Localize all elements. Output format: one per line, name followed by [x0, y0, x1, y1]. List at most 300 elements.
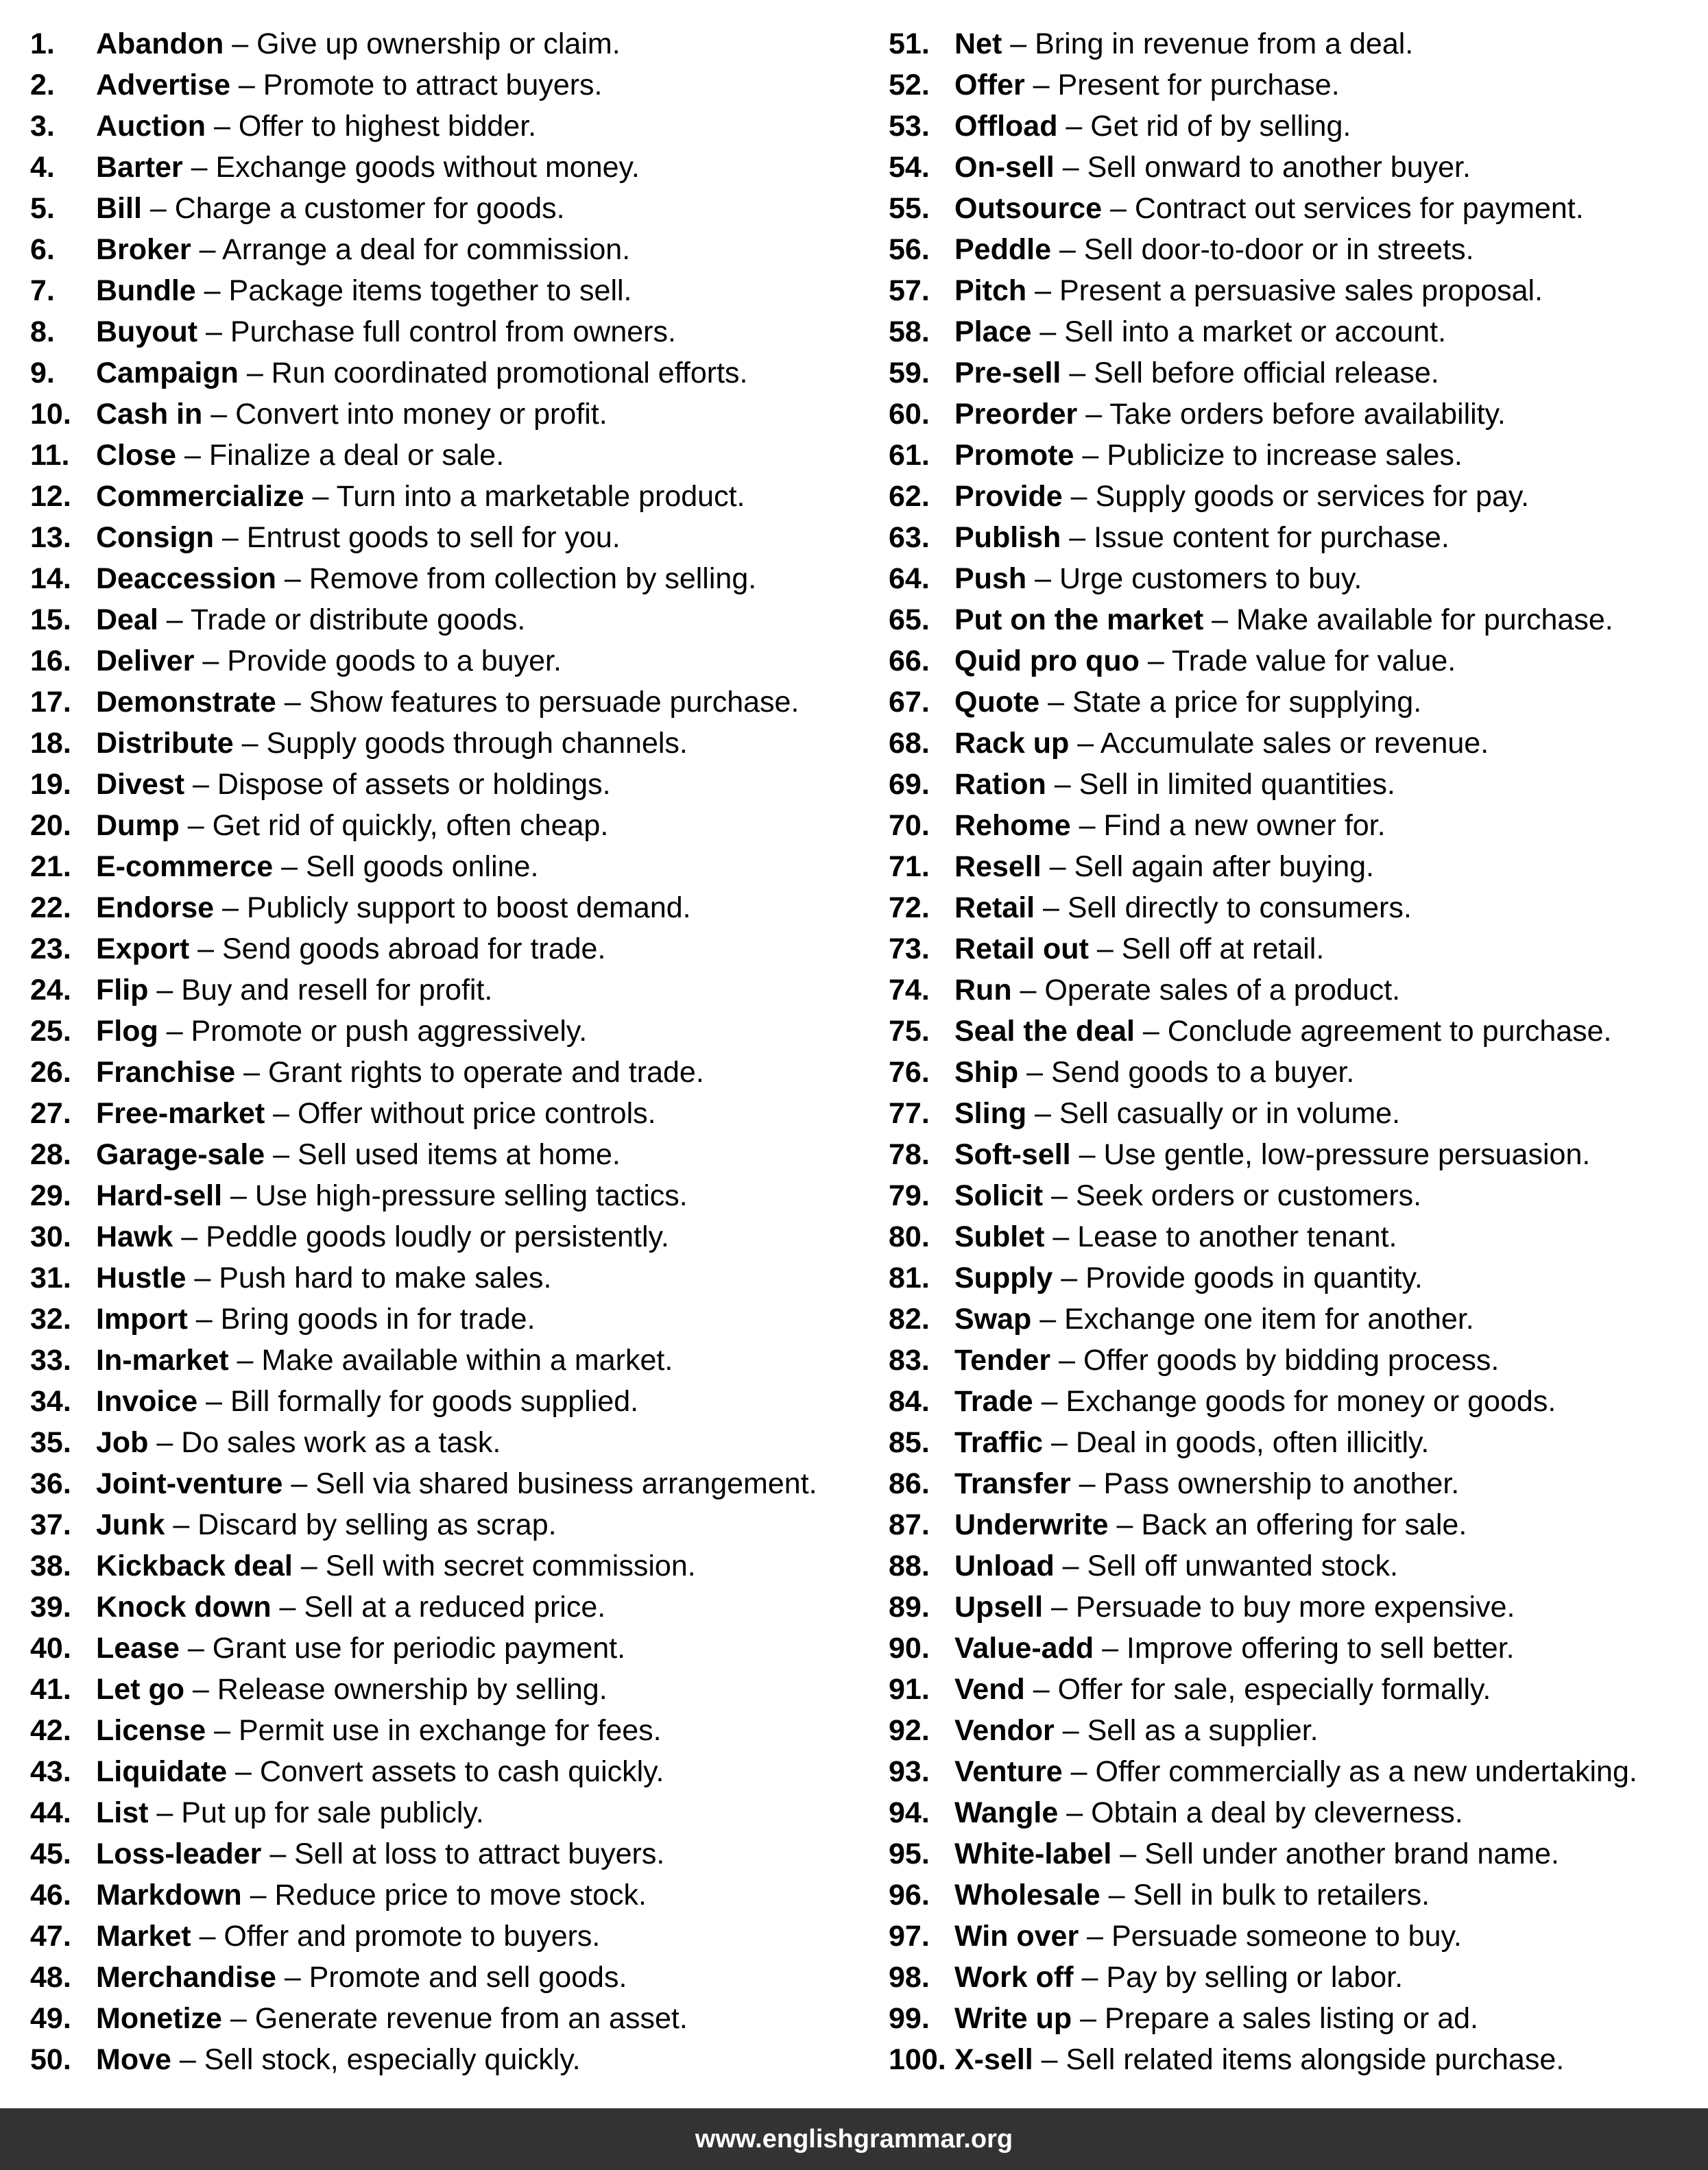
list-item [889, 1216, 1637, 1257]
item-definition: – Sell onward to another buyer. [1054, 151, 1471, 184]
item-number: 50. [30, 2043, 71, 2076]
item-number: 44. [30, 1796, 71, 1829]
list-item [30, 887, 817, 928]
item-definition: – Conclude agreement to purchase. [1134, 1015, 1612, 1048]
item-number: 92. [889, 1714, 930, 1747]
item-definition: – Grant use for periodic payment. [179, 1632, 626, 1665]
item-number: 79. [889, 1179, 930, 1212]
item-number: 37. [30, 1508, 71, 1541]
item-definition: – Do sales work as a task. [148, 1426, 501, 1459]
item-word: Junk [96, 1508, 165, 1541]
item-word: Dump [96, 809, 180, 842]
item-definition: – Sell off at retail. [1088, 932, 1325, 965]
item-word: Free-market [96, 1097, 265, 1130]
item-definition: – Grant rights to operate and trade. [235, 1056, 704, 1089]
item-word: Place [954, 315, 1032, 348]
list-item [30, 1381, 817, 1422]
list-item [889, 640, 1637, 682]
list-item [30, 188, 817, 229]
item-definition: – Dispose of assets or holdings. [184, 768, 611, 801]
list-item [30, 23, 817, 64]
list-item [889, 1833, 1637, 1874]
item-word: Pre-sell [954, 357, 1061, 389]
list-item [30, 846, 817, 887]
item-word: Wangle [954, 1796, 1059, 1829]
item-definition: – Promote or push aggressively. [158, 1015, 588, 1048]
item-definition: – Purchase full control from owners. [197, 315, 676, 348]
item-definition: – Back an offering for sale. [1108, 1508, 1467, 1541]
item-number: 48. [30, 1961, 71, 1994]
item-number: 27. [30, 1097, 71, 1130]
item-number: 98. [889, 1961, 930, 1994]
item-word: Vend [954, 1673, 1025, 1706]
item-word: Run [954, 974, 1012, 1006]
item-definition: – Bill formally for goods supplied. [197, 1385, 639, 1418]
item-number: 21. [30, 850, 71, 883]
item-number: 32. [30, 1303, 71, 1336]
footer-url: www.englishgrammar.org [695, 2125, 1013, 2154]
item-number: 55. [889, 192, 930, 225]
item-word: Barter [96, 151, 183, 184]
item-definition: – Convert into money or profit. [202, 398, 608, 431]
list-item [30, 1833, 817, 1874]
list-item [30, 805, 817, 846]
list-item [889, 476, 1637, 517]
list-item [30, 1134, 817, 1175]
item-number: 26. [30, 1056, 71, 1089]
item-number: 17. [30, 686, 71, 719]
item-number: 78. [889, 1138, 930, 1171]
item-definition: – Sell at loss to attract buyers. [261, 1837, 665, 1870]
item-number: 96. [889, 1879, 930, 1912]
item-definition: – Sell related items alongside purchase. [1033, 2043, 1565, 2076]
item-definition: – Provide goods in quantity. [1053, 1262, 1423, 1294]
item-definition: – Sell directly to consumers. [1035, 891, 1412, 924]
list-item [889, 23, 1637, 64]
item-number: 90. [889, 1632, 930, 1665]
item-word: Joint-venture [96, 1467, 283, 1500]
item-definition: – Seek orders or customers. [1043, 1179, 1422, 1212]
item-number: 5. [30, 192, 55, 225]
item-number: 14. [30, 562, 71, 595]
item-word: Consign [96, 521, 214, 554]
item-word: Endorse [96, 891, 215, 924]
list-item [889, 270, 1637, 311]
item-word: Rack up [954, 727, 1070, 760]
list-item [889, 1874, 1637, 1916]
item-definition: – Arrange a deal for commission. [191, 233, 631, 266]
item-definition: – Improve offering to sell better. [1094, 1632, 1515, 1665]
list-item [30, 1751, 817, 1792]
item-word: E-commerce [96, 850, 274, 883]
item-number: 6. [30, 233, 55, 266]
item-definition: – Sell used items at home. [265, 1138, 621, 1171]
item-definition: – Provide goods to a buyer. [194, 644, 562, 677]
list-item [889, 887, 1637, 928]
item-definition: – Push hard to make sales. [186, 1262, 552, 1294]
item-number: 81. [889, 1262, 930, 1294]
item-definition: – Sell at a reduced price. [271, 1591, 606, 1624]
item-definition: – Take orders before availability. [1077, 398, 1506, 431]
item-number: 25. [30, 1015, 71, 1048]
item-word: Publish [954, 521, 1061, 554]
item-number: 51. [889, 27, 930, 60]
item-word: Export [96, 932, 190, 965]
item-definition: – Obtain a deal by cleverness. [1058, 1796, 1463, 1829]
item-definition: – Permit use in exchange for fees. [206, 1714, 662, 1747]
item-definition: – Sell in limited quantities. [1046, 768, 1395, 801]
item-word: Hawk [96, 1220, 173, 1253]
item-word: Commercialize [96, 480, 304, 513]
item-number: 64. [889, 562, 930, 595]
item-number: 71. [889, 850, 930, 883]
item-word: Write up [954, 2002, 1072, 2035]
item-number: 80. [889, 1220, 930, 1253]
item-word: List [96, 1796, 149, 1829]
list-item [889, 928, 1637, 969]
item-number: 45. [30, 1837, 71, 1870]
item-number: 66. [889, 644, 930, 677]
item-definition: – Send goods to a buyer. [1018, 1056, 1355, 1089]
item-definition: – Publicize to increase sales. [1074, 439, 1463, 472]
list-item [889, 1957, 1637, 1998]
item-word: Let go [96, 1673, 184, 1706]
item-definition: – Sell into a market or account. [1031, 315, 1447, 348]
item-word: Push [954, 562, 1027, 595]
item-word: Abandon [96, 27, 224, 60]
item-number: 19. [30, 768, 71, 801]
item-word: Broker [96, 233, 191, 266]
item-number: 97. [889, 1920, 930, 1953]
list-item [30, 229, 817, 270]
list-item [30, 1011, 817, 1052]
item-number: 7. [30, 274, 55, 307]
item-definition: – Put up for sale publicly. [148, 1796, 484, 1829]
item-definition: – Bring in revenue from a deal. [1002, 27, 1414, 60]
item-word: Demonstrate [96, 686, 276, 719]
list-item [889, 1628, 1637, 1669]
item-number: 74. [889, 974, 930, 1006]
item-definition: – Sell door-to-door or in streets. [1051, 233, 1474, 266]
item-word: Work off [954, 1961, 1074, 1994]
item-number: 94. [889, 1796, 930, 1829]
item-word: Swap [954, 1303, 1032, 1336]
list-item [30, 2039, 817, 2080]
list-item [30, 682, 817, 723]
item-number: 28. [30, 1138, 71, 1171]
item-word: Net [954, 27, 1002, 60]
item-definition: – Offer to highest bidder. [206, 110, 537, 143]
list-item [30, 1916, 817, 1957]
item-number: 53. [889, 110, 930, 143]
list-item [30, 1052, 817, 1093]
item-word: Advertise [96, 69, 230, 101]
item-definition: – Persuade to buy more expensive. [1043, 1591, 1515, 1624]
item-number: 68. [889, 727, 930, 760]
item-word: Supply [954, 1262, 1053, 1294]
item-word: Provide [954, 480, 1063, 513]
list-item [30, 1628, 817, 1669]
item-number: 58. [889, 315, 930, 348]
list-item [889, 805, 1637, 846]
item-number: 33. [30, 1344, 71, 1377]
item-definition: – Reduce price to move stock. [241, 1879, 647, 1912]
list-item [30, 1874, 817, 1916]
item-number: 65. [889, 603, 930, 636]
item-word: X-sell [954, 2043, 1033, 2076]
item-definition: – Discard by selling as scrap. [165, 1508, 557, 1541]
item-word: Peddle [954, 233, 1051, 266]
item-word: Pitch [954, 274, 1027, 307]
item-definition: – Sell casually or in volume. [1026, 1097, 1401, 1130]
list-item [889, 1792, 1637, 1833]
item-number: 60. [889, 398, 930, 431]
list-item [30, 969, 817, 1011]
item-number: 29. [30, 1179, 71, 1212]
item-word: Merchandise [96, 1961, 276, 1994]
item-word: Loss-leader [96, 1837, 262, 1870]
item-number: 86. [889, 1467, 930, 1500]
list-item [889, 1463, 1637, 1504]
item-definition: – Find a new owner for. [1070, 809, 1386, 842]
item-definition: – Exchange goods for money or goods. [1033, 1385, 1556, 1418]
item-word: In-market [96, 1344, 229, 1377]
item-word: Trade [954, 1385, 1033, 1418]
list-item [889, 1751, 1637, 1792]
item-word: Buyout [96, 315, 198, 348]
list-item [889, 764, 1637, 805]
item-word: Quote [954, 686, 1040, 719]
item-word: Move [96, 2043, 171, 2076]
list-item [889, 846, 1637, 887]
list-item [889, 1710, 1637, 1751]
item-number: 16. [30, 644, 71, 677]
item-word: Auction [96, 110, 206, 143]
item-word: Franchise [96, 1056, 236, 1089]
item-definition: – Make available within a market. [228, 1344, 673, 1377]
item-word: Job [96, 1426, 149, 1459]
item-definition: – Finalize a deal or sale. [176, 439, 505, 472]
item-number: 69. [889, 768, 930, 801]
item-word: Kickback deal [96, 1550, 293, 1582]
item-number: 82. [889, 1303, 930, 1336]
list-item [889, 188, 1637, 229]
item-word: Distribute [96, 727, 234, 760]
item-word: Quid pro quo [954, 644, 1140, 677]
list-item [30, 64, 817, 106]
item-number: 47. [30, 1920, 71, 1953]
item-number: 87. [889, 1508, 930, 1541]
item-word: Market [96, 1920, 191, 1953]
item-definition: – Trade value for value. [1139, 644, 1456, 677]
item-word: Hard-sell [96, 1179, 223, 1212]
item-definition: – Offer and promote to buyers. [191, 1920, 601, 1953]
list-item [30, 1093, 817, 1134]
list-item [30, 1545, 817, 1587]
item-word: Flip [96, 974, 149, 1006]
item-definition: – Trade or distribute goods. [158, 603, 526, 636]
list-item [30, 1504, 817, 1545]
item-word: Garage-sale [96, 1138, 265, 1171]
item-number: 20. [30, 809, 71, 842]
list-item [30, 640, 817, 682]
list-item [30, 1340, 817, 1381]
item-definition: – Accumulate sales or revenue. [1069, 727, 1489, 760]
item-word: Bundle [96, 274, 196, 307]
list-item [889, 1504, 1637, 1545]
item-definition: – Buy and resell for profit. [148, 974, 493, 1006]
item-word: Wholesale [954, 1879, 1100, 1912]
item-definition: – Convert assets to cash quickly. [227, 1755, 664, 1788]
item-definition: – Use high-pressure selling tactics. [222, 1179, 688, 1212]
item-number: 59. [889, 357, 930, 389]
item-definition: – Package items together to sell. [195, 274, 632, 307]
item-definition: – Give up ownership or claim. [224, 27, 621, 60]
item-definition: – Offer without price controls. [265, 1097, 656, 1130]
list-item [889, 1175, 1637, 1216]
item-definition: – Sell via shared business arrangement. [282, 1467, 817, 1500]
item-number: 93. [889, 1755, 930, 1788]
item-number: 54. [889, 151, 930, 184]
item-definition: – Use gentle, low-pressure persuasion. [1070, 1138, 1591, 1171]
item-word: Retail out [954, 932, 1089, 965]
item-word: Venture [954, 1755, 1063, 1788]
item-number: 56. [889, 233, 930, 266]
list-item [30, 394, 817, 435]
footer-bar [0, 2108, 1708, 2170]
list-item [30, 928, 817, 969]
list-item [889, 1422, 1637, 1463]
item-word: Monetize [96, 2002, 222, 2035]
item-number: 42. [30, 1714, 71, 1747]
item-definition: – Persuade someone to buy. [1079, 1920, 1462, 1953]
item-word: Tender [954, 1344, 1051, 1377]
list-item [889, 2039, 1637, 2080]
item-definition: – Pass ownership to another. [1070, 1467, 1460, 1500]
item-definition: – Sell before official release. [1061, 357, 1439, 389]
item-word: Resell [954, 850, 1042, 883]
list-item [889, 1093, 1637, 1134]
item-definition: – Sell with secret commission. [292, 1550, 696, 1582]
item-number: 39. [30, 1591, 71, 1624]
item-word: Rehome [954, 809, 1071, 842]
item-word: Ship [954, 1056, 1019, 1089]
item-number: 35. [30, 1426, 71, 1459]
item-word: Seal the deal [954, 1015, 1135, 1048]
list-item [889, 1257, 1637, 1299]
item-definition: – Get rid of quickly, often cheap. [179, 809, 609, 842]
item-word: License [96, 1714, 206, 1747]
list-item [30, 517, 817, 558]
item-definition: – Release ownership by selling. [184, 1673, 608, 1706]
item-definition: – Sell under another brand name. [1111, 1837, 1559, 1870]
item-word: Solicit [954, 1179, 1044, 1212]
item-definition: – Offer commercially as a new undertaking. [1062, 1755, 1637, 1788]
list-item [889, 352, 1637, 394]
item-number: 38. [30, 1550, 71, 1582]
item-definition: – Entrust goods to sell for you. [213, 521, 621, 554]
item-definition: – Sell again after buying. [1041, 850, 1374, 883]
item-word: Bill [96, 192, 142, 225]
item-number: 70. [889, 809, 930, 842]
list-item [30, 1710, 817, 1751]
list-item [30, 1216, 817, 1257]
item-number: 83. [889, 1344, 930, 1377]
item-definition: – Present for purchase. [1024, 69, 1340, 101]
item-word: Retail [954, 891, 1035, 924]
item-number: 84. [889, 1385, 930, 1418]
item-word: Sublet [954, 1220, 1045, 1253]
item-definition: – Supply goods or services for pay. [1062, 480, 1530, 513]
item-word: White-label [954, 1837, 1112, 1870]
list-item [889, 1545, 1637, 1587]
list-item [889, 682, 1637, 723]
item-word: Lease [96, 1632, 180, 1665]
item-definition: – Deal in goods, often illicitly. [1043, 1426, 1430, 1459]
item-word: Underwrite [954, 1508, 1109, 1541]
item-word: Offload [954, 110, 1058, 143]
list-item [889, 394, 1637, 435]
list-item [30, 270, 817, 311]
item-word: Campaign [96, 357, 239, 389]
item-number: 23. [30, 932, 71, 965]
list-item [889, 723, 1637, 764]
list-item [889, 147, 1637, 188]
list-item [889, 517, 1637, 558]
list-item [30, 1422, 817, 1463]
item-number: 12. [30, 480, 71, 513]
item-definition: – Operate sales of a product. [1011, 974, 1401, 1006]
item-word: Invoice [96, 1385, 198, 1418]
list-item [30, 147, 817, 188]
item-definition: – Offer goods by bidding process. [1050, 1344, 1500, 1377]
list-item [889, 969, 1637, 1011]
item-word: Import [96, 1303, 188, 1336]
list-item [30, 311, 817, 352]
item-number: 11. [30, 439, 70, 472]
item-word: Vendor [954, 1714, 1055, 1747]
item-definition: – Sell off unwanted stock. [1054, 1550, 1398, 1582]
item-word: Promote [954, 439, 1074, 472]
item-definition: – Show features to persuade purchase. [276, 686, 799, 719]
item-definition: – Lease to another tenant. [1044, 1220, 1397, 1253]
item-number: 75. [889, 1015, 930, 1048]
word-list-right-column [889, 23, 1637, 2080]
item-definition: – Issue content for purchase. [1061, 521, 1450, 554]
item-number: 40. [30, 1632, 71, 1665]
list-item [889, 1052, 1637, 1093]
item-number: 3. [30, 110, 55, 143]
item-number: 77. [889, 1097, 930, 1130]
item-number: 73. [889, 932, 930, 965]
list-item [889, 1916, 1637, 1957]
list-item [30, 476, 817, 517]
item-word: Value-add [954, 1632, 1094, 1665]
list-item [30, 764, 817, 805]
item-definition: – Exchange goods without money. [182, 151, 640, 184]
list-item [30, 1792, 817, 1833]
word-list-left-column [30, 23, 817, 2080]
item-number: 89. [889, 1591, 930, 1624]
item-number: 10. [30, 398, 71, 431]
list-item [30, 558, 817, 599]
item-number: 18. [30, 727, 71, 760]
list-item [30, 723, 817, 764]
item-word: Sling [954, 1097, 1027, 1130]
item-definition: – Bring goods in for trade. [187, 1303, 536, 1336]
item-number: 34. [30, 1385, 71, 1418]
item-number: 1. [30, 27, 55, 60]
